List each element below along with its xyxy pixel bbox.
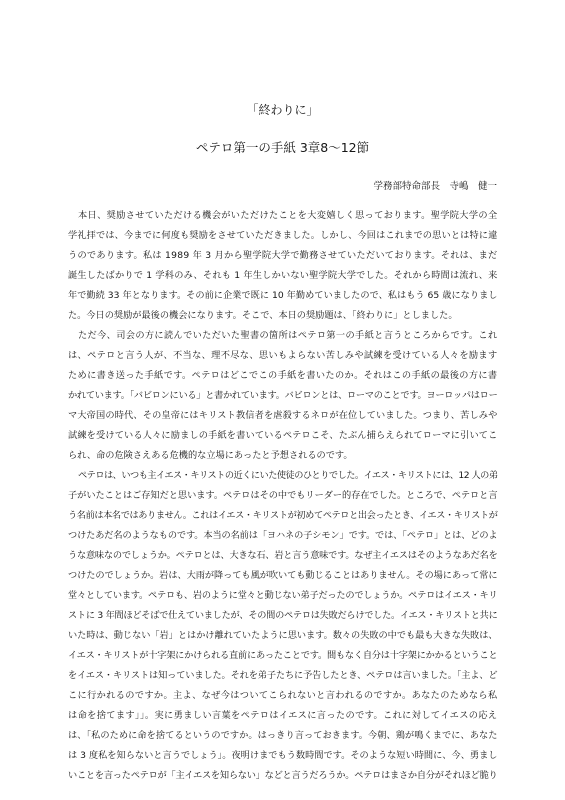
body-line: いことを言ったペテロが「主イエスを知らない」などと言うだろうか。ペテロはまさか自分がそれほど脆り: [68, 770, 498, 781]
body-line: をイエス・キリストは知っていました。それを弟子たちに予告したとき、ペテロは言いました。「主よ、ど: [68, 670, 498, 681]
body-line: 本日、奨励させていただける機会がいただけたことを大変嬉しく思っております。聖学院大学の全: [78, 210, 498, 221]
body-line: 学礼拝では、今までに何度も奨励をさせていただきました。しかし、今回はこれまでの思いとは特に違: [68, 230, 498, 241]
body-line: は 3 度私を知らないと言うでしょう」。夜明けまでもう数時間です。そのような短い時間に、今、勇まし: [68, 750, 498, 761]
body-line: は命を捨てます」」。実に勇ましい言葉をペテロはイエスに言ったのです。これに対してイエスの応え: [68, 710, 498, 721]
body-line: ただ今、司会の方に読んでいただいた聖書の箇所はペテロ第一の手紙と言うところからです。これ: [78, 330, 498, 341]
body-line: ために書き送った手紙です。ペテロはどこでこの手紙を書いたのか。それはこの手紙の最後の方に書: [68, 370, 498, 381]
body-line: つけたあだ名のようなものです。本当の名前は「ヨハネの子シモン」です。では、「ペテロ」とは、どのよ: [68, 530, 498, 541]
body-line: こに行かれるのですか。主よ、なぜ今はついてこられないと言われるのですか。あなたのためなら私: [68, 690, 498, 701]
body-line: た。今日の奨励が最後の機会になります。そこで、本日の奨励題は、「終わりに」としました。: [68, 310, 458, 321]
body-line: 年で勤続 33 年となります。その前に企業で既に 10 年勤めていましたので、私はもう 65 歳になりまし: [68, 290, 498, 301]
body-line: 誕生したばかりで 1 学科のみ、それも 1 年生しかいない聖学院大学でした。それから時間は流れ、来: [68, 270, 498, 281]
body-line: ストに 3 年間ほどそばで仕えていましたが、その間のペテロは失敗だらけでした。イエス・キリストと共に: [68, 610, 498, 621]
body-line: られ、命の危険さえある危機的な立場にあったと予想されるのです。: [68, 450, 353, 461]
body-line: 堂々としています。ペテロも、岩のように堂々と動じない弟子だったのでしょうか。ペテロはイエス・キリ: [68, 590, 498, 601]
body-line: かれています。「バビロンにいる」と書かれています。バビロンとは、ローマのことです。ヨーロッパはロー: [68, 390, 498, 401]
body-line: 子がいたことはご存知だと思います。ペテロはその中でもリーダー的存在でした。ところで、ペテロと言: [68, 490, 498, 501]
body-line: うな意味なのでしょうか。ペテロとは、大きな石、岩と言う意味です。なぜ主イエスはそのようなあだ名を: [68, 550, 498, 561]
body-line: う名前は本名ではありません。これはイエス・キリストが初めてペテロと出会ったとき、イエス・キリストが: [68, 510, 498, 521]
body-line: は、「私のために命を捨てるというのですか。はっきり言っておきます。今朝、鶏が鳴くまでに、あなた: [68, 730, 498, 741]
body-line: ペテロは、いつも主イエス・キリストの近くにいた使徒のひとりでした。イエス・キリストには、12 人の弟: [78, 470, 498, 481]
body-line: うのであります。私は 1989 年 3 月から聖学院大学で勤務させていただいております。それは、まだ: [68, 250, 498, 261]
body-line: 試練を受けている人々に励ましの手紙を書いているペテロこそ、たぶん捕らえられてローマに引いてこ: [68, 430, 498, 441]
document-subtitle: ペテロ第一の手紙 3章8～12節: [195, 140, 370, 155]
body-line: いた時は、動じない「岩」とはかけ離れていたように思います。数々の失敗の中でも最も大きな失敗は、: [68, 630, 498, 641]
body-line: マ大帝国の時代、その皇帝にはキリスト教信者を虐殺するネロが在位していました。つまり、苦しみや: [68, 410, 498, 421]
document-title: 「終わりに」: [246, 103, 319, 117]
body-line: は、ペテロと言う人が、不当な、理不尽な、思いもよらない苦しみや試練を受けている人々を励ます: [68, 350, 498, 361]
body-line: イエス・キリストが十字架にかけられる直前にあったことです。間もなく自分は十字架にかかるということ: [68, 650, 498, 661]
author-line: 学務部特命部長 寺嶋 健一: [373, 181, 497, 192]
body-line: つけたのでしょうか。岩は、大雨が降っても風が吹いても動じることはありません。その場にあって常に: [68, 570, 498, 581]
